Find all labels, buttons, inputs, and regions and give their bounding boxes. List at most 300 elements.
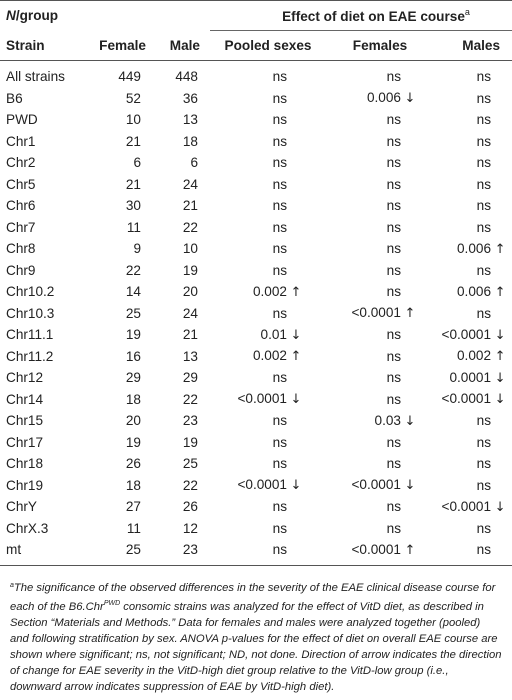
females-effect-cell-direction-arrow: ↓ [404, 91, 416, 107]
pooled-sexes-cell-value: 0.01 [260, 326, 287, 342]
pooled-sexes-cell [210, 238, 326, 260]
male-count-cell [154, 324, 210, 346]
females-effect-cell [326, 303, 434, 325]
strain-cell-value: Chr11.1 [6, 327, 54, 343]
females-effect-cell-direction-arrow: ↓ [404, 478, 416, 494]
females-effect-cell [326, 217, 434, 239]
female-count-cell [82, 88, 154, 110]
strain-cell [0, 174, 82, 196]
pooled-sexes-cell [210, 217, 326, 239]
pooled-sexes-cell [210, 410, 326, 432]
females-effect-cell [326, 389, 434, 411]
female-count-cell-value: 25 [125, 542, 141, 558]
females-effect-cell-value: ns [386, 219, 401, 235]
males-effect-cell-value: ns [476, 69, 492, 85]
effect-group-superscript: a [464, 7, 470, 17]
females-effect-cell [326, 109, 434, 131]
female-count-cell-value: 27 [125, 499, 141, 515]
strain-cell [0, 61, 82, 88]
male-count-cell [154, 496, 210, 518]
table-row [0, 131, 512, 153]
female-count-cell [82, 432, 154, 454]
pooled-sexes-cell [210, 518, 326, 540]
strain-cell [0, 410, 82, 432]
female-count-cell-value: 25 [125, 305, 141, 321]
females-effect-cell [326, 195, 434, 217]
female-count-cell-value: 18 [125, 391, 141, 407]
male-count-cell-value: 12 [182, 520, 198, 536]
males-effect-cell-direction-arrow: ↑ [494, 284, 506, 300]
table-row [0, 496, 512, 518]
male-count-cell-value: 19 [182, 434, 198, 450]
female-count-cell [82, 389, 154, 411]
females-effect-cell-value: ns [386, 69, 401, 85]
male-count-cell-value: 25 [182, 456, 198, 472]
males-effect-cell [434, 303, 512, 325]
males-effect-cell [434, 432, 512, 454]
males-effect-cell-value: ns [476, 90, 492, 106]
column-header-row [0, 31, 512, 61]
males-effect-cell-value: ns [476, 520, 492, 536]
males-effect-cell [434, 131, 512, 153]
pooled-sexes-cell-direction-arrow: ↓ [290, 392, 302, 408]
male-count-cell-value: 448 [175, 69, 198, 85]
males-effect-cell-direction-arrow: ↑ [494, 349, 506, 365]
females-effect-cell-value: ns [386, 348, 401, 364]
group-header-row [0, 1, 512, 31]
male-count-cell [154, 61, 210, 88]
pooled-sexes-cell [210, 109, 326, 131]
n-group-header [0, 1, 210, 31]
table-row [0, 346, 512, 368]
female-count-cell [82, 281, 154, 303]
male-count-cell-value: 23 [182, 542, 198, 558]
male-count-cell [154, 238, 210, 260]
female-count-cell [82, 109, 154, 131]
pooled-sexes-cell-value: ns [272, 370, 287, 386]
male-count-cell [154, 260, 210, 282]
males-effect-cell [434, 324, 512, 346]
males-effect-cell-value: <0.0001 [441, 326, 492, 342]
pooled-sexes-cell-value: ns [272, 219, 287, 235]
pooled-sexes-cell-value: ns [272, 413, 287, 429]
males-effect-cell-direction-arrow: ↓ [494, 327, 506, 343]
pooled-sexes-cell [210, 174, 326, 196]
table-row [0, 195, 512, 217]
male-count-cell [154, 453, 210, 475]
strain-cell [0, 217, 82, 239]
female-count-cell [82, 410, 154, 432]
strain-cell-value: Chr19 [6, 477, 44, 493]
males-effect-cell-value: 0.006 [457, 283, 492, 299]
females-effect-cell-value: ns [386, 155, 401, 171]
pooled-sexes-cell-value: 0.002 [252, 348, 287, 364]
pooled-sexes-cell-direction-arrow: ↑ [290, 349, 302, 365]
females-effect-cell-value: 0.03 [374, 412, 401, 428]
females-effect-cell [326, 367, 434, 389]
female-count-cell-value: 22 [125, 262, 141, 278]
males-effect-cell-value: ns [476, 176, 492, 192]
strain-cell-value: Chr8 [6, 241, 36, 257]
pooled-sexes-cell [210, 496, 326, 518]
males-effect-cell [434, 453, 512, 475]
pooled-sexes-cell-value: ns [272, 241, 287, 257]
column-header-males: Males [462, 38, 501, 53]
male-count-cell-value: 10 [182, 241, 198, 257]
female-count-cell-value: 30 [125, 198, 141, 214]
pooled-sexes-cell-value: ns [272, 133, 287, 149]
females-effect-cell-value: 0.006 [366, 90, 401, 106]
females-effect-cell-value: ns [386, 520, 401, 536]
table-row [0, 432, 512, 454]
females-effect-cell [326, 324, 434, 346]
males-effect-cell [434, 217, 512, 239]
males-effect-cell-value: ns [476, 434, 492, 450]
pooled-sexes-cell [210, 152, 326, 174]
females-effect-cell [326, 174, 434, 196]
male-count-cell [154, 346, 210, 368]
female-count-cell [82, 324, 154, 346]
pooled-sexes-cell-direction-arrow: ↓ [290, 327, 302, 343]
pooled-sexes-cell-value: ns [272, 198, 287, 214]
female-count-cell-value: 29 [125, 370, 141, 386]
female-count-cell [82, 367, 154, 389]
males-effect-cell [434, 539, 512, 565]
strain-cell [0, 131, 82, 153]
female-count-cell-value: 19 [125, 327, 141, 343]
female-count-cell-value: 21 [125, 133, 141, 149]
males-effect-cell-value: ns [476, 112, 492, 128]
table-row [0, 539, 512, 565]
strain-cell-value: Chr10.3 [6, 305, 55, 321]
male-count-cell-value: 29 [182, 370, 198, 386]
strain-cell-value: B6 [6, 90, 23, 106]
male-count-cell-value: 13 [182, 112, 198, 128]
female-count-cell [82, 238, 154, 260]
females-effect-cell [326, 61, 434, 88]
females-effect-cell-value: ns [386, 499, 401, 515]
strain-cell-value: All strains [6, 69, 65, 85]
females-effect-cell [326, 496, 434, 518]
female-count-cell-value: 19 [125, 434, 141, 450]
footnote-marker: a [10, 581, 14, 589]
male-count-cell-value: 6 [190, 155, 198, 171]
strain-cell [0, 346, 82, 368]
females-effect-cell-value: <0.0001 [351, 305, 401, 321]
female-count-cell [82, 195, 154, 217]
males-effect-cell [434, 238, 512, 260]
female-count-cell-value: 11 [126, 520, 141, 536]
table-row [0, 174, 512, 196]
females-effect-cell-value: ns [386, 198, 401, 214]
male-count-cell [154, 281, 210, 303]
female-count-cell [82, 496, 154, 518]
males-effect-cell [434, 61, 512, 88]
pooled-sexes-cell [210, 432, 326, 454]
female-count-cell-value: 26 [125, 456, 141, 472]
males-effect-cell-value: 0.002 [457, 348, 492, 364]
female-count-cell-value: 16 [125, 348, 141, 364]
strain-cell [0, 195, 82, 217]
females-effect-cell [326, 518, 434, 540]
females-effect-cell-value: ns [386, 327, 401, 343]
male-count-cell [154, 389, 210, 411]
females-effect-cell-direction-arrow: ↑ [404, 542, 416, 558]
strain-cell-value: Chr18 [6, 456, 44, 472]
n-suffix: /group [15, 8, 59, 24]
female-count-cell-value: 449 [118, 69, 141, 85]
males-effect-cell [434, 88, 512, 110]
female-count-cell-value: 14 [125, 284, 141, 300]
female-count-cell-value: 6 [133, 155, 141, 171]
pooled-sexes-cell [210, 260, 326, 282]
female-count-cell [82, 61, 154, 88]
strain-cell [0, 539, 82, 565]
males-effect-cell-value: <0.0001 [441, 391, 492, 407]
males-effect-cell-value: <0.0001 [441, 498, 492, 514]
pooled-sexes-cell-value: ns [272, 112, 287, 128]
pooled-sexes-cell-value: 0.002 [252, 283, 287, 299]
strain-cell-value: Chr12 [6, 370, 44, 386]
pooled-sexes-cell-value: ns [272, 176, 287, 192]
male-count-cell [154, 217, 210, 239]
males-effect-cell-direction-arrow: ↓ [494, 370, 506, 386]
male-count-cell [154, 367, 210, 389]
female-count-cell [82, 518, 154, 540]
table-row [0, 453, 512, 475]
pooled-sexes-cell [210, 88, 326, 110]
strain-cell-value: Chr9 [6, 262, 36, 278]
males-effect-cell-value: ns [476, 219, 492, 235]
females-effect-cell [326, 88, 434, 110]
male-count-cell-value: 22 [182, 391, 198, 407]
pooled-sexes-cell-value: ns [272, 456, 287, 472]
strain-cell-value: PWD [6, 112, 38, 128]
female-count-cell [82, 260, 154, 282]
strain-cell [0, 453, 82, 475]
pooled-sexes-cell [210, 539, 326, 565]
females-effect-cell [326, 260, 434, 282]
males-effect-cell-direction-arrow: ↓ [494, 392, 506, 408]
table-row [0, 518, 512, 540]
pooled-sexes-cell-value: ns [272, 520, 287, 536]
female-count-cell-value: 11 [126, 219, 141, 235]
pooled-sexes-cell-value: ns [272, 90, 287, 106]
table-row [0, 367, 512, 389]
pooled-sexes-cell-value: <0.0001 [237, 391, 287, 407]
males-effect-cell-value: ns [476, 155, 492, 171]
strain-cell [0, 281, 82, 303]
strain-cell-value: ChrY [6, 499, 37, 515]
pooled-sexes-cell-value: <0.0001 [237, 477, 287, 493]
male-count-cell-value: 22 [182, 477, 198, 493]
male-count-cell-value: 26 [182, 499, 198, 515]
females-effect-cell-value: ns [386, 284, 401, 300]
male-count-cell [154, 539, 210, 565]
female-count-cell [82, 303, 154, 325]
table-row [0, 152, 512, 174]
strain-cell-value: Chr10.2 [6, 284, 55, 300]
females-effect-cell [326, 410, 434, 432]
females-effect-cell [326, 346, 434, 368]
strain-cell-value: Chr6 [6, 198, 36, 214]
males-effect-cell-value: ns [476, 477, 492, 493]
females-effect-cell-value: <0.0001 [351, 477, 401, 493]
strain-cell [0, 475, 82, 497]
females-effect-cell [326, 281, 434, 303]
table-row [0, 61, 512, 88]
strain-cell-value: Chr1 [6, 133, 36, 149]
females-effect-cell-value: ns [386, 370, 401, 386]
column-header-female: Female [99, 37, 146, 53]
strain-cell-value: Chr2 [6, 155, 36, 171]
n-label: N [6, 8, 16, 24]
females-effect-cell [326, 432, 434, 454]
female-count-cell [82, 131, 154, 153]
male-count-cell [154, 131, 210, 153]
male-count-cell-value: 24 [182, 176, 198, 192]
strain-cell [0, 496, 82, 518]
females-effect-cell-value: ns [386, 112, 401, 128]
pooled-sexes-cell [210, 324, 326, 346]
pooled-sexes-cell-value: ns [272, 542, 287, 558]
strain-cell [0, 432, 82, 454]
table-footnote [10, 578, 502, 696]
table-row [0, 88, 512, 110]
female-count-cell [82, 174, 154, 196]
pooled-sexes-cell [210, 346, 326, 368]
pooled-sexes-cell [210, 367, 326, 389]
pooled-sexes-cell-value: ns [272, 305, 287, 321]
strain-cell-value: ChrX.3 [6, 520, 49, 536]
strain-cell [0, 303, 82, 325]
strain-cell-value: Chr5 [6, 176, 36, 192]
strain-cell-value: Chr7 [6, 219, 36, 235]
column-header-pooled-sexes: Pooled sexes [224, 38, 312, 53]
males-effect-cell-value: ns [476, 198, 492, 214]
females-effect-cell [326, 475, 434, 497]
footnote-text-after: consomic strains was analyzed for the effect of VitD diet, as described in Section “Materials and Methods.” Data for females and males were analyzed together (pooled) and following stratification by sex. ANOVA p-values for the effect of diet on overall EAE course are shown where significant; ns, not significant; ND, not done. Direction of arrow indicates the direction of change for EAE severity in the VitD-high diet group relative to the VitD-low group (i.e., downward arrow indicates suppression of EAE by VitD-high diet). [10, 600, 502, 694]
female-count-cell-value: 9 [133, 241, 141, 257]
males-effect-cell-value: 0.0001 [449, 369, 492, 385]
female-count-cell-value: 20 [125, 413, 141, 429]
strain-cell [0, 152, 82, 174]
females-effect-cell-value: ns [386, 391, 401, 407]
table-row [0, 475, 512, 497]
females-effect-cell-value: ns [386, 133, 401, 149]
male-count-cell [154, 109, 210, 131]
pooled-sexes-cell [210, 475, 326, 497]
males-effect-cell [434, 518, 512, 540]
female-count-cell [82, 453, 154, 475]
females-effect-cell [326, 539, 434, 565]
females-effect-cell-value: ns [386, 262, 401, 278]
females-effect-cell-value: ns [386, 241, 401, 257]
table-row [0, 109, 512, 131]
pooled-sexes-cell [210, 303, 326, 325]
strain-cell [0, 260, 82, 282]
pooled-sexes-cell-value: ns [272, 262, 287, 278]
males-effect-cell-direction-arrow: ↓ [494, 499, 506, 515]
table-row [0, 217, 512, 239]
females-effect-cell [326, 453, 434, 475]
males-effect-cell [434, 389, 512, 411]
effect-group-label: Effect of diet on EAE course [282, 9, 465, 24]
strain-cell [0, 238, 82, 260]
pooled-sexes-cell [210, 281, 326, 303]
footnote-strain-superscript: PWD [103, 599, 121, 607]
male-count-cell-value: 20 [182, 284, 198, 300]
male-count-cell-value: 18 [182, 133, 198, 149]
males-effect-cell-value: ns [476, 262, 492, 278]
males-effect-cell-value: ns [476, 133, 492, 149]
males-effect-cell [434, 174, 512, 196]
female-count-cell-value: 18 [125, 477, 141, 493]
table-body [0, 61, 512, 566]
strain-cell [0, 367, 82, 389]
pooled-sexes-cell [210, 61, 326, 88]
female-count-cell [82, 346, 154, 368]
female-count-cell [82, 152, 154, 174]
strain-cell-value: mt [6, 542, 22, 558]
strain-cell [0, 518, 82, 540]
strain-cell [0, 389, 82, 411]
female-count-cell [82, 475, 154, 497]
males-effect-cell [434, 281, 512, 303]
males-effect-cell-value: ns [476, 305, 492, 321]
female-count-cell [82, 217, 154, 239]
male-count-cell-value: 36 [182, 90, 198, 106]
females-effect-cell-value: ns [386, 434, 401, 450]
male-count-cell-value: 22 [182, 219, 198, 235]
pooled-sexes-cell-direction-arrow: ↑ [290, 284, 302, 300]
male-count-cell [154, 174, 210, 196]
effect-group-header [210, 1, 512, 31]
males-effect-cell [434, 475, 512, 497]
footnote-text-before: The significance of the observed differences in the severity of the EAE clinical disease course for each of the B6.Chr [10, 581, 496, 613]
females-effect-cell [326, 152, 434, 174]
strain-cell-value: Chr15 [6, 413, 44, 429]
females-effect-cell-value: <0.0001 [351, 541, 401, 557]
column-header-females: Females [352, 38, 408, 53]
pooled-sexes-cell [210, 131, 326, 153]
male-count-cell [154, 432, 210, 454]
strain-cell-value: Chr14 [6, 391, 44, 407]
table-row [0, 281, 512, 303]
pooled-sexes-cell [210, 389, 326, 411]
strain-cell [0, 324, 82, 346]
females-effect-cell-value: ns [386, 456, 401, 472]
strain-cell [0, 88, 82, 110]
male-count-cell [154, 195, 210, 217]
female-count-cell-value: 52 [125, 90, 141, 106]
males-effect-cell [434, 195, 512, 217]
male-count-cell [154, 518, 210, 540]
males-effect-cell [434, 260, 512, 282]
male-count-cell-value: 23 [182, 413, 198, 429]
females-effect-cell [326, 131, 434, 153]
male-count-cell-value: 19 [182, 262, 198, 278]
table-row [0, 238, 512, 260]
strain-cell [0, 109, 82, 131]
female-count-cell-value: 21 [125, 176, 141, 192]
males-effect-cell-value: ns [476, 456, 492, 472]
males-effect-cell [434, 496, 512, 518]
pooled-sexes-cell [210, 453, 326, 475]
males-effect-cell [434, 152, 512, 174]
table-row [0, 260, 512, 282]
males-effect-cell-value: ns [476, 542, 492, 558]
